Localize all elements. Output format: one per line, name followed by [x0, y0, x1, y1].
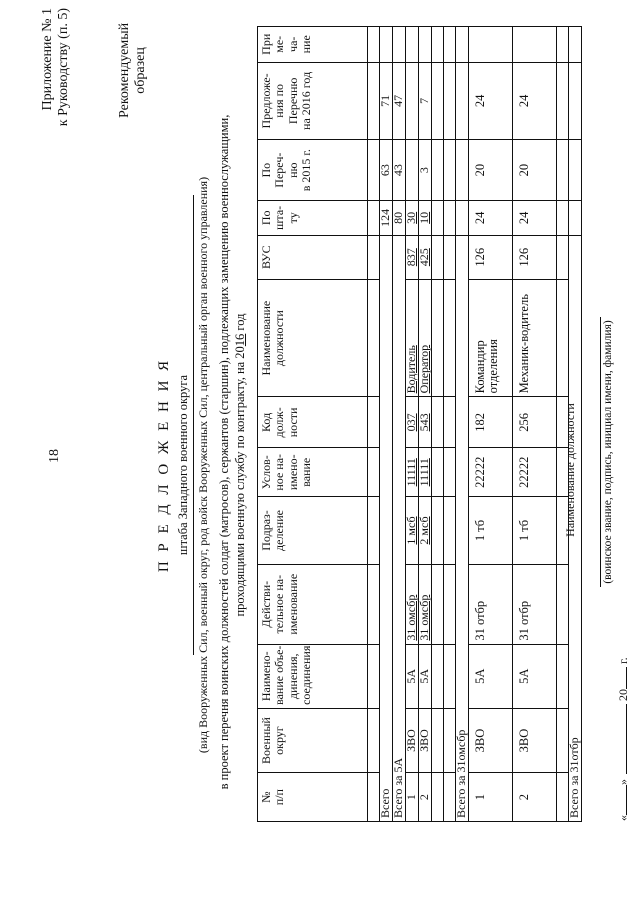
row-district: ЗВО: [513, 708, 557, 772]
header-actual-name: [258, 564, 368, 644]
row-subdivision: 1 мсб: [406, 497, 419, 565]
header-line: Код: [259, 412, 273, 432]
row-proposal-2016: 24: [513, 62, 557, 140]
description-line-1: в проект перечня воинских должностей солдат (матросов), сержантов (старшин), подлежащих замещению военнослужащими,: [217, 114, 231, 790]
row-list-2015: 20: [469, 140, 513, 201]
empty-cell: [444, 448, 456, 497]
header-line: округ: [272, 726, 287, 755]
description-line-2-suffix: год: [233, 313, 247, 334]
header-position-code: [258, 397, 368, 448]
total-list-2015: 63: [380, 140, 393, 201]
header-line: Наимено-: [259, 651, 273, 702]
row-position-name: [513, 279, 557, 397]
row-by-staff: 10: [419, 201, 432, 235]
recommended-line-2: образец: [132, 47, 148, 94]
total-note: [569, 27, 582, 63]
empty-cell: [368, 279, 380, 397]
table-header-row: [258, 27, 368, 822]
empty-cell: [368, 564, 380, 644]
table-total-row: [456, 27, 469, 822]
header-line: ние: [299, 35, 314, 54]
row-actual-name: 31 отбр: [513, 564, 557, 644]
header-line: Военный: [259, 717, 273, 764]
empty-cell: [444, 140, 456, 201]
row-by-staff: 30: [406, 201, 419, 235]
header-line: деление: [272, 510, 287, 551]
header-num: [258, 773, 368, 822]
header-line: ния по: [272, 83, 287, 118]
row-unit: 5А: [513, 644, 557, 708]
appendix-line-2: к Руководству (п. 5): [55, 8, 71, 127]
date-open-quote: «: [616, 815, 630, 821]
empty-cell: [557, 62, 569, 140]
row-note: [406, 27, 419, 63]
total-label: Всего за 5А: [393, 235, 406, 821]
empty-cell: [368, 448, 380, 497]
total-note: [393, 27, 406, 63]
empty-cell: [432, 279, 444, 397]
row-conditional-name: 11111: [419, 448, 432, 497]
header-line: на 2016 год: [299, 71, 314, 130]
row-unit: 5А: [406, 644, 419, 708]
empty-cell: [432, 201, 444, 235]
total-label: Всего за 31омсбр: [456, 235, 469, 821]
total-by-staff: [456, 201, 469, 235]
empty-cell: [432, 397, 444, 448]
header-line: При: [259, 33, 273, 55]
empty-cell: [444, 497, 456, 565]
header-line: ню: [285, 162, 300, 178]
header-line: ности: [285, 407, 300, 438]
row-proposal-2016: 24: [469, 62, 513, 140]
empty-cell: [444, 62, 456, 140]
total-by-staff: 124: [380, 201, 393, 235]
row-vus: 126: [513, 235, 557, 279]
empty-cell: [444, 201, 456, 235]
header-line: вание объе-: [272, 645, 287, 705]
header-line: тельное на-: [272, 574, 287, 634]
row-position-name: Водитель: [406, 279, 419, 397]
header-note: [258, 27, 368, 63]
total-proposal-2016: [569, 62, 582, 140]
header-line: ту: [285, 212, 300, 224]
empty-cell: [432, 708, 444, 772]
row-subdivision: 1 тб: [469, 497, 513, 565]
appendix-line-1: Приложение № 1: [40, 8, 55, 111]
header-line: По: [259, 162, 273, 178]
row-unit: 5А: [419, 644, 432, 708]
row-note: [469, 27, 513, 63]
header-line: Услов-: [259, 455, 273, 490]
empty-cell: [444, 397, 456, 448]
header-subdivision: [258, 497, 368, 565]
total-proposal-2016: [456, 62, 469, 140]
header-line: шта-: [272, 205, 287, 230]
subtitle-underline: [193, 195, 194, 655]
header-line: вание: [299, 457, 314, 487]
empty-cell: [368, 397, 380, 448]
empty-cell: [557, 140, 569, 201]
row-vus: 126: [469, 235, 513, 279]
total-label: Всего: [380, 235, 393, 821]
header-line: должности: [272, 310, 287, 367]
table-spacer-row: [432, 27, 444, 822]
description-line-2: [234, 313, 247, 616]
empty-cell: [432, 27, 444, 63]
row-proposal-2016: 7: [419, 62, 432, 140]
total-list-2015: [456, 140, 469, 201]
total-proposal-2016: 47: [393, 62, 406, 140]
empty-cell: [432, 564, 444, 644]
empty-cell: [432, 773, 444, 822]
header-line: По: [259, 210, 273, 226]
total-list-2015: [569, 140, 582, 201]
header-line: Предложе-: [259, 73, 273, 129]
description-year: 16: [233, 333, 247, 347]
header-line: №: [259, 791, 273, 803]
empty-cell: [557, 279, 569, 397]
recommended-line-1: Рекомендуемый: [117, 22, 132, 118]
header-position-name: [258, 279, 368, 397]
row-number: 1: [469, 773, 513, 822]
row-vus: 837: [406, 235, 419, 279]
row-subdivision: 2 мсб: [419, 497, 432, 565]
position-name-line: Механик-водитель: [517, 294, 531, 394]
header-line: ме-: [272, 35, 287, 53]
empty-cell: [368, 497, 380, 565]
header-list-2015: [258, 140, 368, 201]
header-district: [258, 708, 368, 772]
row-district: ЗВО: [406, 708, 419, 772]
header-conditional-name: [258, 448, 368, 497]
header-line: п/п: [272, 789, 287, 806]
row-number: 2: [419, 773, 432, 822]
row-note: [513, 27, 557, 63]
appendix-header: [40, 8, 71, 126]
empty-cell: [557, 644, 569, 708]
header-line: Действи-: [259, 580, 273, 628]
date-year-blank: [626, 667, 627, 689]
empty-cell: [432, 644, 444, 708]
subtitle-note: (вид Вооруженных Сил, военный округ, род войск Вооруженных Сил, центральный орган военного управления): [196, 176, 210, 754]
date-line: [617, 657, 629, 821]
empty-cell: [368, 644, 380, 708]
date-close-quote: »: [616, 779, 630, 785]
date-year-prefix: 20: [616, 689, 630, 701]
total-proposal-2016: 71: [380, 62, 393, 140]
total-note: [380, 27, 393, 63]
empty-cell: [368, 235, 380, 279]
row-position-code: 037: [406, 397, 419, 448]
row-list-2015: 3: [419, 140, 432, 201]
empty-cell: [432, 448, 444, 497]
header-line: ча-: [285, 36, 300, 52]
header-line: Наименование: [259, 300, 273, 376]
date-month-blank: [626, 704, 627, 774]
header-by-staff: [258, 201, 368, 235]
row-conditional-name: 22222: [513, 448, 557, 497]
position-name-line: отделения: [486, 339, 500, 394]
row-unit: 5А: [469, 644, 513, 708]
row-number: 2: [513, 773, 557, 822]
empty-cell: [557, 235, 569, 279]
proposals-table: [257, 26, 582, 822]
header-line: долж-: [272, 407, 287, 438]
row-list-2015: 20: [513, 140, 557, 201]
row-position-code: 182: [469, 397, 513, 448]
empty-cell: [444, 564, 456, 644]
signature-line: [600, 317, 601, 587]
header-line: соединения: [299, 645, 314, 705]
row-by-staff: 24: [513, 201, 557, 235]
empty-cell: [432, 140, 444, 201]
row-position-code: 543: [419, 397, 432, 448]
position-name-line: Командир: [473, 340, 487, 394]
total-by-staff: 80: [393, 201, 406, 235]
row-conditional-name: 22222: [469, 448, 513, 497]
document-subtitle: штаба Западного военного округа: [176, 374, 190, 556]
date-year-suffix: г.: [616, 657, 630, 664]
empty-cell: [444, 235, 456, 279]
row-district: ЗВО: [419, 708, 432, 772]
document-title: П Р Е Д Л О Ж Е Н И Я: [156, 357, 172, 573]
empty-cell: [557, 27, 569, 63]
empty-cell: [444, 644, 456, 708]
row-number: 1: [406, 773, 419, 822]
empty-cell: [432, 62, 444, 140]
page-number: 18: [47, 449, 62, 463]
empty-cell: [444, 279, 456, 397]
header-line: в 2015 г.: [299, 149, 314, 192]
table-body: [368, 27, 582, 822]
row-actual-name: 31 отбр: [469, 564, 513, 644]
row-position-code: 256: [513, 397, 557, 448]
row-vus: 425: [419, 235, 432, 279]
empty-cell: [557, 201, 569, 235]
header-line: Переч-: [272, 152, 287, 188]
header-line: Подраз-: [259, 510, 273, 551]
empty-cell: [368, 708, 380, 772]
header-proposal-2016: [258, 62, 368, 140]
total-label: Всего за 31отбр: [569, 235, 582, 821]
header-unit: [258, 644, 368, 708]
row-by-staff: 24: [469, 201, 513, 235]
row-conditional-name: 11111: [406, 448, 419, 497]
row-position-name: Оператор: [419, 279, 432, 397]
empty-cell: [368, 27, 380, 63]
total-list-2015: 43: [393, 140, 406, 201]
row-actual-name: 31 омсбр: [419, 564, 432, 644]
table-row: [513, 27, 557, 822]
row-note: [419, 27, 432, 63]
table-row: [469, 27, 513, 822]
table-total-row: [380, 27, 393, 822]
header-line: имено-: [285, 454, 300, 491]
date-day-blank: [626, 785, 627, 815]
table-spacer-row: [368, 27, 380, 822]
total-by-staff: [569, 201, 582, 235]
header-line: Перечню: [285, 77, 300, 125]
row-district: ЗВО: [469, 708, 513, 772]
header-line: ное на-: [272, 453, 287, 491]
empty-cell: [557, 564, 569, 644]
empty-cell: [432, 497, 444, 565]
total-note: [456, 27, 469, 63]
recommended-sample-note: [117, 23, 148, 118]
table-row: [419, 27, 432, 822]
row-subdivision: 1 тб: [513, 497, 557, 565]
empty-cell: [444, 27, 456, 63]
empty-cell: [432, 235, 444, 279]
position-name-label: Наименование должности: [563, 403, 577, 537]
row-position-name: [469, 279, 513, 397]
header-line: ВУС: [259, 245, 273, 269]
row-actual-name: 31 омсбр: [406, 564, 419, 644]
description-line-2-prefix: проходящими военную службу по контракту, на 20: [233, 346, 247, 617]
header-line: именование: [285, 573, 300, 635]
header-line: динения,: [285, 653, 300, 700]
header-vus: [258, 235, 368, 279]
table-spacer-row: [444, 27, 456, 822]
rank-signature-label: (воинское звание, подпись, инициал имени, фамилия): [602, 320, 614, 584]
